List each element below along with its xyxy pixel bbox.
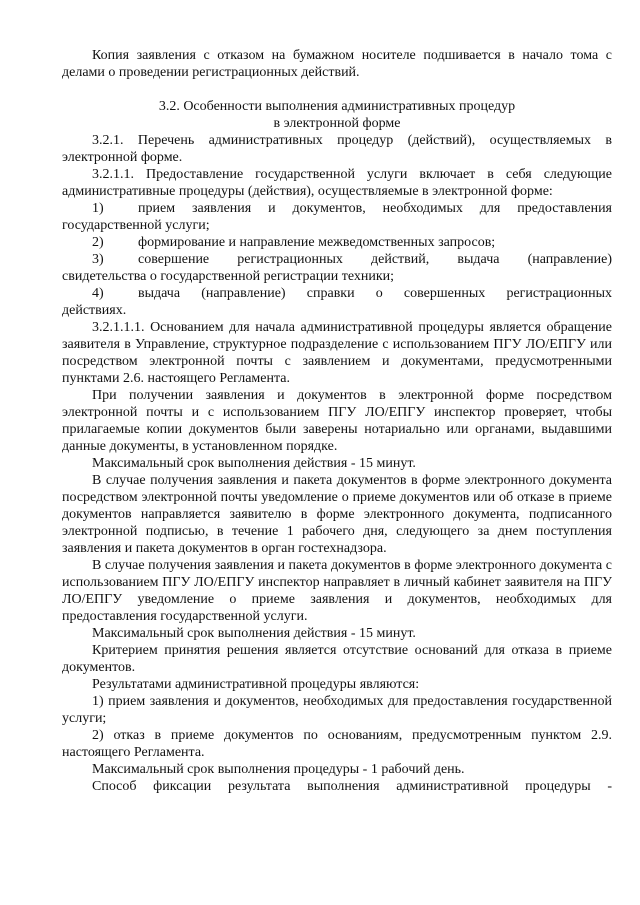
paragraph-result-2: 2) отказ в приеме документов по основаниям, предусмотренным пунктом 2.9. настоящего Регламента. [62,728,612,760]
list-item-text: формирование и направление межведомственных запросов; [138,235,496,250]
paragraph-portal-notification: В случае получения заявления и пакета документов в форме электронного документа с использованием ПГУ ЛО/ЕПГУ инспектор направляет в личный кабинет заявителя на ПГУ ЛО/ЕПГУ уведомление о приеме заявления и документов, необходимых для предоставления государственной услуги. [62,558,612,624]
section-title-line-2: в электронной форме [273,116,401,131]
paragraph-result-1: 1) прием заявления и документов, необходимых для предоставления государственной услуги; [62,694,612,726]
list-item [62,251,612,268]
paragraph-3-2-1-1-1: 3.2.1.1.1. Основанием для начала административной процедуры является обращение заявителя в Управление, структурное подразделение с использованием ПГУ ЛО/ЕПГУ или посредством электронной почты с заявлением и документами, предусмотренными пунктами 2.6. настоящего Регламента. [62,320,612,386]
paragraph-decision-criterion: Критерием принятия решения является отсутствие оснований для отказа в приеме документов. [62,643,612,675]
paragraph-results-heading: Результатами административной процедуры являются: [92,677,420,692]
paragraph-email-notification: В случае получения заявления и пакета документов в форме электронного документа посредством электронной почты уведомление о приеме документов или об отказе в приеме документов направляется заявителю в форме электронного документа, подписанного электронной подписью, в течение 1 рабочего дня, следующего за днем поступления заявления и пакета документов в орган гостехнадзора. [62,473,612,556]
paragraph-max-time-2: Максимальный срок выполнения действия - 15 минут. [92,626,416,641]
list-item-number: 4) [92,286,104,301]
list-item-text: прием заявления и документов, необходимых для предоставления [138,201,612,216]
paragraph-receipt-check: При получении заявления и документов в электронной форме посредством электронной почты и с использованием ПГУ ЛО/ЕПГУ инспектор проверяет, чтобы прилагаемые копии документов были заверены нотариально или органами, выдавшими данные документы, в установленном порядке. [62,388,612,454]
section-title-line-1: 3.2. Особенности выполнения административных процедур [158,99,516,114]
list-item-continuation: свидетельства о государственной регистрации техники; [62,269,395,284]
paragraph-max-procedure-time: Максимальный срок выполнения процедуры - 1 рабочий день. [92,762,465,777]
paragraph-3-2-1: 3.2.1. Перечень административных процедур (действий), осуществляемых в электронной форме. [62,133,612,165]
document-page [62,47,612,795]
list-item-text: выдача (направление) справки о совершенных регистрационных [138,286,612,301]
paragraph-max-time-1: Максимальный срок выполнения действия - 15 минут. [92,456,416,471]
list-item-number: 2) [92,235,104,250]
list-item [62,234,612,251]
list-item-continuation: действиях. [62,303,127,318]
list-item-number: 1) [92,201,104,216]
paragraph-copy-filing: Копия заявления с отказом на бумажном носителе подшивается в начало тома с делами о проведении регистрационных действий. [62,48,612,80]
section-title [62,98,612,132]
list-item [62,200,612,217]
paragraph-fixation-method: Способ фиксации результата выполнения административной процедуры - [92,779,612,794]
list-item-number: 3) [92,252,104,267]
list-item-continuation: государственной услуги; [62,218,210,233]
list-item [62,285,612,302]
list-item-text: совершение регистрационных действий, выдача (направление) [138,252,612,267]
paragraph-3-2-1-1: 3.2.1.1. Предоставление государственной услуги включает в себя следующие административные процедуры (действия), осуществляемые в электронной форме: [62,167,612,199]
